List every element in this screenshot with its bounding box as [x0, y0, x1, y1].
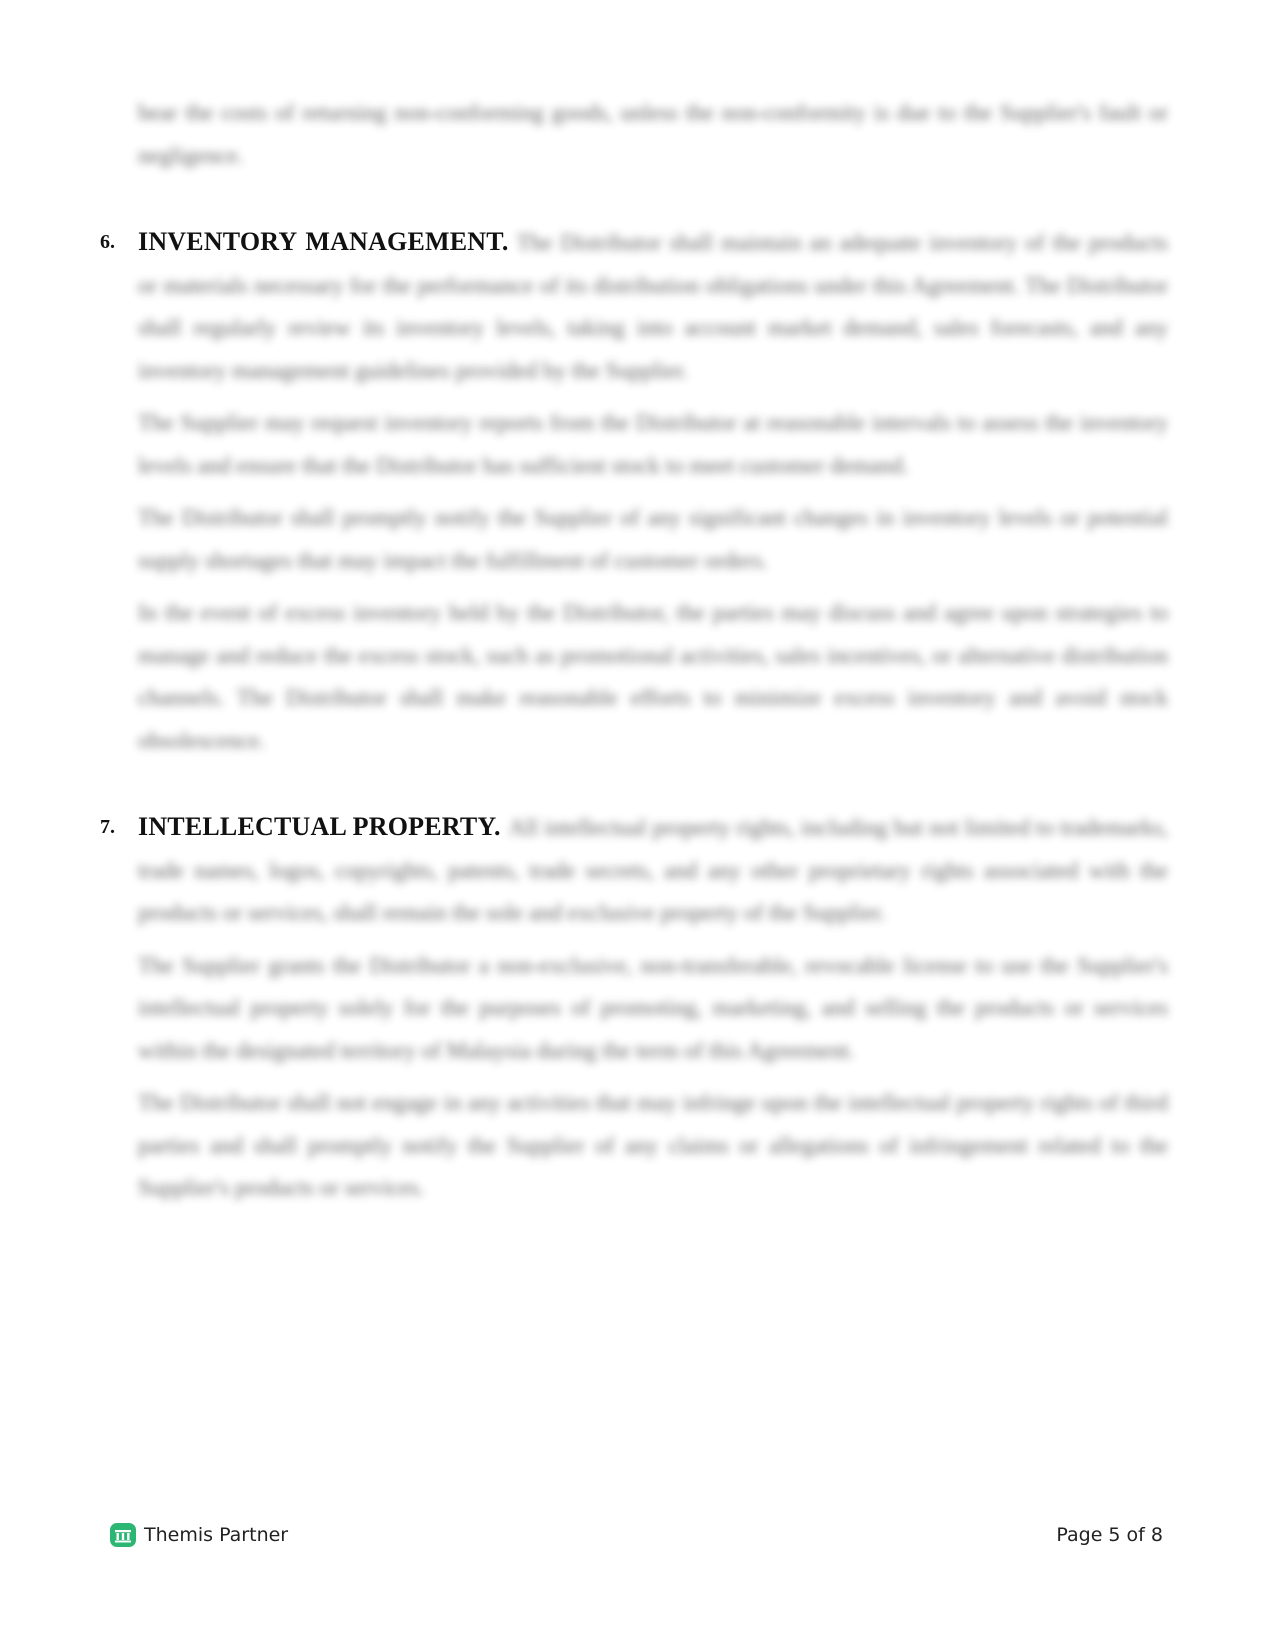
section-paragraph: In the event of excess inventory held by the Distributor, the parties may discuss and agree upon strategies to manage and reduce the excess stock, such as promotional activities, sales incentives, or alternative distribution channels. The Distributor shall make reasonable efforts to minimize excess inventory and avoid stock obsolescence.	[138, 600, 1168, 753]
section-first-paragraph	[138, 806, 1168, 935]
section-heading: INTELLECTUAL PROPERTY.	[138, 812, 501, 841]
section-paragraph: The Supplier grants the Distributor a non-exclusive, non-transferable, revocable license to use the Supplier's intellectual property solely for the purposes of promoting, marketing, and selling the products or services within the designated territory of Malaysia during the term of this Agreement.	[138, 952, 1168, 1063]
section-inventory-management	[100, 221, 1169, 762]
section-first-text: The Distributor shall maintain an adequate inventory of the products or materials necessary for the performance of its distribution obligations under this Agreement. The Distributor shall regularly review its inventory levels, taking into account market demand, sales forecasts, and any inventory management guidelines provided by the Supplier.	[138, 230, 1169, 383]
section-paragraph: The Supplier may request inventory reports from the Distributor at reasonable intervals to assess the inventory levels and ensure that the Distributor has sufficient stock to meet customer demand.	[138, 410, 1168, 478]
section-first-text: All intellectual property rights, including but not limited to trademarks, trade names, logos, copyrights, patents, trade secrets, and any other proprietary rights associated with the products or services, shall remain the sole and exclusive property of the Supplier.	[138, 815, 1168, 925]
section-number: 6.	[100, 231, 115, 253]
section-first-paragraph	[138, 221, 1168, 392]
page-footer	[110, 1520, 1163, 1550]
section-number: 7.	[100, 816, 115, 838]
intro-paragraph: bear the costs of returning non-conforming goods, unless the non-conformity is due to the Supplier's fault or negligence.	[138, 100, 1168, 168]
themis-pillar-icon	[110, 1523, 136, 1547]
document-body	[100, 92, 1169, 1220]
section-intellectual-property	[100, 806, 1168, 1210]
section-heading: INVENTORY MANAGEMENT.	[138, 227, 509, 256]
footer-brand-name: Themis Partner	[144, 1524, 289, 1546]
section-paragraph: The Distributor shall promptly notify the Supplier of any significant changes in inventory levels or potential supply shortages that may impact the fulfillment of customer orders.	[138, 505, 1168, 573]
page-number: Page 5 of 8	[1056, 1524, 1163, 1546]
section-paragraph: The Distributor shall not engage in any activities that may infringe upon the intellectual property rights of third parties and shall promptly notify the Supplier of any claims or allegations of infringement related to the Supplier's products or services.	[138, 1090, 1168, 1200]
footer-brand[interactable]	[110, 1523, 288, 1547]
